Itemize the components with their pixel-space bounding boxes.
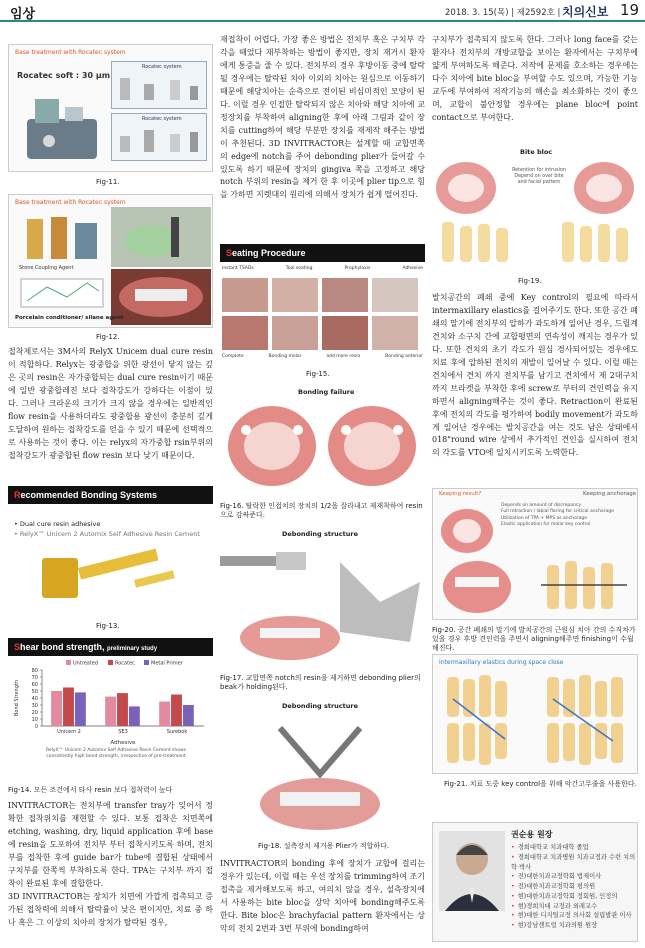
banner-text: hear bond strength, [20, 642, 105, 652]
body-paragraph: 발치공간의 폐쇄 중에 Key control의 필요에 따라서 intermaxillary elastics를 걸어주기도 한다. 또한 공간 폐쇄의 말기에 전치부의 압하가 과도하게 일어난 경우, 드릴계 견치와 소구치 간에 교합평면의 연속성이 깨지는 경우가 있다. 또한 견치의 초기 각도가 원심 경사되어있는 경우에도 치료 후에 압하된 전치의 재발이 일어날 수 있다. 이럴 때는 견치에서 견치 까지 전치부를 남기고 견치에서 제 2대구치 까지 브라켓을 부착한 후에 screw로 부터의 견인력을 유지하면서 aligning해주는 것이 좋다. Retraction이 완료된 후에 전치의 각도를 평가하여 bodily movement가 과도하게 일어난 경우에는 발치공간을 여는 것도 남은 상태에서 018"round wire 상에서 추가적인 견인을 실시하여 전치의 각도를 VTO에 일치시키도록 노력한다. [432, 293, 638, 458]
figure-17 [220, 528, 425, 668]
figure-16 [220, 384, 425, 496]
figure-12-caption: Fig-12. [96, 333, 120, 341]
stone-coupling-title: Stone Coupling Agent [19, 265, 74, 271]
figure-head-left: Keeping result? [439, 491, 482, 497]
body-paragraph: 3D INVITRACTOR는 장치가 치면에 가깝게 접촉되고 증가된 접착력에 의해서 탈락률이 낮은 편이지만, 치료 중 하나 혹은 그 이상의 치아의 장치가 탈락된 경우, [8, 892, 213, 927]
credential-item: • 현)대한 디지털교정 의사회 설립발관 이사 [511, 912, 632, 920]
legend-label: Untreated [73, 660, 99, 667]
section-title: 임상 [10, 7, 36, 22]
bite-bloc-note: Retention for intrusion Depend on over bite and facial pattern [512, 168, 566, 186]
figure-title: Bite bloc [520, 148, 553, 156]
section-banner [8, 486, 213, 504]
banner-text: ecommended Bonding Systems [20, 490, 158, 500]
credential-item: • 전)대한치과교정학회 평의원 [511, 883, 596, 890]
figure-title: Bonding failure [298, 388, 355, 396]
step-label: Bonding molar [268, 354, 302, 359]
author-photo [439, 831, 505, 911]
banner-text: eating Procedure [232, 248, 306, 258]
step-label-row-top [222, 266, 423, 271]
anchorage-notes: Depends on amount of discrepancy Full retraction / labial flaring for critical anchorage Utilization of TPA + MPS as anchorage Elastic application for molar key control [501, 503, 614, 527]
x-tick-label: SE3 [118, 729, 128, 735]
body-paragraph: 재접착이 어렵다. 가장 좋은 방법은 전치부 혹은 구치부 각각을 때었다 재부착하는 방법이 좋지만, 장치 재거시 환자에게 통증을 줄 수 있다. 전치부의 경우 후방이동 중에 탈락될 경우에는 탈락된 치아 이외의 치아는 원심으로 이동하기 때문에 해당치아는 순측으로 전이된 비심미적인 모양이 된다. 이럴 경우 인접한 탈락되지 않은 치아와 해당 치아에 교정장치를 부착하여 aligning한 후에 아래 그림과 같이 장치를 cutting하여 해당 부분만 장치를 재제작 해주는 방법이 추천된다. 3D INVITRACTOR는 설계할 때 교합면쪽의 edge에 notch를 주어 debonding plier가 들어갈 수 있도록 하기 때문에 장치의 gingiva 쪽을 고정하고 해당 notch 부위의 resin을 제거 한 후 이곳에 plier tip으로 힘을 가하면 지렛대의 원리에 의해서 장치가 쉽게 떨어진다. [220, 35, 425, 200]
legend-swatch [108, 660, 113, 665]
molar-key-illustration [437, 555, 637, 619]
banner-initial: S [226, 248, 233, 258]
legend-swatch [66, 660, 71, 665]
newspaper-logo: 치의신보 [562, 5, 609, 19]
rocatec-device-image [19, 89, 109, 169]
bar [117, 693, 128, 726]
body-paragraph: 구치부가 접촉되지 않도록 한다. 그러나 long face를 갖는 환자나 전치부의 개방교합을 보이는 환자에서는 구치부에 얇게 부여하도록 해준다. 저작에 문제를 호소하는 경우에는 다수 치아에 bite bloc을 부여할 수도 있으며, 가능한 기능교두에 부여하여 저작기능의 해손을 최소화하는 것이 좋으며, 교합이 불안정할 경우에는 plane bloc에 point contact으로 부여한다. [432, 35, 638, 122]
y-tick-label: 20 [31, 710, 38, 716]
intermaxillary-elastics-illustration [433, 669, 638, 773]
bar [129, 706, 140, 726]
figure-12 [8, 194, 213, 328]
rocatec-box-top [111, 61, 207, 109]
coupling-diagram [17, 273, 107, 311]
y-tick-label: 80 [31, 668, 38, 674]
y-tick-label: 50 [31, 689, 38, 695]
figure-19-caption: Fig-19. [518, 277, 542, 285]
seating-photos [220, 276, 425, 356]
banner-initial: S [14, 642, 21, 652]
credential-item: • 현)대한치과교정학회 정회원, 인정의 [511, 892, 618, 900]
y-axis-label: Bond Strength [14, 679, 20, 717]
figure-18-caption: Fig-18. 설측장치 제거용 Plier가 적합하다. [258, 842, 390, 850]
page-header [0, 0, 645, 22]
bullet-relyx: • RelyX™ Unicem 2 Automix Self Adhesive Resin Cement [14, 530, 200, 538]
x-tick-label: Surebok [166, 729, 188, 735]
y-tick-label: 40 [31, 696, 38, 702]
step-label: Prophylaxis [344, 266, 371, 271]
bar [171, 695, 182, 727]
figure-14 [8, 656, 213, 768]
issue-date: 2018. 3. 15(목) | 제2592호 | [445, 8, 561, 18]
figure-18 [220, 700, 425, 838]
bar [159, 702, 170, 727]
x-tick-label: Unicem 2 [57, 729, 81, 735]
bar [63, 688, 74, 727]
syringe-product-image [34, 540, 184, 610]
author-profile [432, 822, 638, 942]
rocatec-box-bottom [111, 113, 207, 161]
porcelain-label: Porcelain conditioner/ silane agent [15, 315, 124, 321]
credential-item: • 현)경희치대 교정과 외래교수 [511, 902, 598, 910]
legend-label: Metal Primer [151, 660, 183, 667]
bar [75, 692, 86, 726]
body-paragraph: INVITRACTOR의 bonding 후에 장치가 교합에 걸리는 경우가 있는데, 이럴 때는 우선 장치를 trimming하여 조기접촉을 제거해보도록 하고, 여의치 않을 경우, 설측장치에서 사용하는 bite bloc을 상악 치아에 bonding해주도록 한다. Bite bloc은 brachyfacial pattern 환자에서는 상악의 전치 2번과 3번 부위에 bonding하여 [220, 859, 425, 933]
debonding-plier-image [220, 542, 425, 668]
figure-head-right: Keeping anchorage [583, 491, 637, 497]
figure-heading: Base treatment with Rocatec system [15, 49, 126, 56]
figure-20 [432, 488, 638, 620]
rocatec-system-label: Rocatec system [142, 116, 182, 122]
y-tick-label: 30 [31, 703, 38, 709]
banner-small: preliminary study [107, 646, 158, 652]
credential-item: • 경희대학교 치과대학 졸업 [511, 844, 589, 851]
step-label: Adhesive [402, 266, 423, 271]
figure-11-caption: Fig-11. [96, 178, 120, 186]
bar [105, 697, 116, 726]
step-label-row-bottom [222, 354, 423, 359]
y-tick-label: 0 [34, 724, 38, 730]
figure-heading: Base treatment with Rocatec system [15, 199, 126, 206]
figure-15 [220, 264, 425, 364]
silane-bottles-image [17, 209, 107, 265]
step-label: Bonding anterior [385, 354, 423, 359]
bar [183, 705, 194, 726]
legend-swatch [144, 660, 149, 665]
step-label: Instant TSADs [222, 266, 254, 271]
y-tick-label: 70 [31, 675, 38, 681]
lingual-plier-image [220, 714, 425, 838]
author-credentials [511, 843, 637, 931]
arch-model-image [437, 505, 497, 555]
chart-footnote: RelyX™ Unicem 2 Automix Self Adhesive Resin Cement shows consistently high bond strength, irrespective of pre-treatment [45, 748, 187, 759]
body-paragraph: 접착제로서는 3M사의 RelyX Unicem dual cure resin이 적합하다. Relyx는 광중합을 위한 광선이 닿지 않는 깊은 곳의 resin은 자가중합되는 dual cure resin이기 때문에 일반 광중합레진 보다 접착강도가 강하다는 이점이 있다. 그러나 크라운의 크기가 크지 않을 경우에는 일반적인 flow resin을 사용하더라도 광중합용 광선이 충분히 깊게 도달하여 원하는 접착강도를 얻을 수 있기 때문에 선택적으로 사용하는 것이 좋다. 이는 relyx의 자가중합 rsin부위의 접착강도가 광중합된 flow resin 보다 낮기 때문이다. [8, 347, 213, 460]
figure-17-caption: Fig-17. 교합면쪽 notch의 resin을 제거하면 debonding plier의 beak가 holding된다. [220, 674, 421, 692]
bonding-failure-models [220, 400, 425, 496]
banner-initial: R [14, 490, 21, 500]
figure-13 [8, 506, 213, 616]
figure-21 [432, 654, 638, 774]
x-axis-label: Adhesive [110, 740, 136, 746]
rocatec-system-label: Rocatec system [142, 64, 182, 70]
figure-13-caption: Fig-13. [96, 622, 120, 630]
figure-11 [8, 44, 213, 172]
credential-item: • 경희대학교 치과병원 치과교정과 수련 치의학 박사 [511, 853, 636, 871]
figure-19 [432, 148, 638, 276]
y-tick-label: 10 [31, 717, 38, 723]
clinical-photo-mouth [111, 269, 211, 325]
figure-14-caption: Fig-14. 모든 조건에서 타사 resin 보다 접착력이 높다 [8, 786, 173, 794]
figure-title: Debonding structure [282, 702, 358, 710]
figure-title: Debonding structure [282, 530, 358, 538]
legend-label: Rocatec [115, 660, 135, 667]
section-banner [8, 638, 213, 656]
bullet-dual-cure: • Dual cure resin adhesive [14, 520, 101, 528]
credential-item: • 전)대한치과교정학회 법제이사 [511, 873, 602, 881]
step-label: add more resin [326, 354, 361, 359]
figure-16-caption: Fig-16. 탈락한 인접치의 장치의 1/2을 잘라내고 재재착하여 resin으로 감싸준다. [220, 502, 423, 520]
step-label: Complete [222, 354, 244, 359]
bar [51, 691, 62, 726]
bond-strength-chart [8, 656, 213, 748]
figure-21-caption: Fig-21. 치료 도중 key control을 위해 악간고무줄을 사용한다. [444, 780, 637, 788]
clinical-photo-hands [111, 207, 211, 267]
page-number: 19 [620, 1, 640, 19]
rocatec-label: Rocatec soft : 30 μm [17, 71, 111, 80]
figure-15-caption: Fig-15. [306, 370, 330, 378]
credential-item: • 현)강남센트럴 치과의원 원장 [511, 922, 598, 929]
body-paragraph: INVITRACTOR는 전치부에 transfer tray가 잊어서 정확한 접착위치를 재현할 수 있다. 보통 접착은 치면쪽에 etching, washing, dry, liquid application 후에 base에 resin을 도포하여 전치부 부터 접착시키도록 하며, 전치부를 접착한 후에 guide bar가 tube에 결합된 상태에서 구치부를 한쪽씩 부착하도록 한다. TPA는 구치부 까지 접착이 완료된 후에 결합한다. [8, 801, 213, 888]
section-banner [220, 244, 425, 262]
y-tick-label: 60 [31, 682, 38, 688]
bite-bloc-illustration [432, 156, 638, 276]
step-label: Tool seating [285, 266, 313, 271]
author-name: 권순용 원장 [511, 830, 553, 839]
figure-20-caption: Fig-20. 공간 폐쇄의 말기에 발치공간의 근원심 치아 간의 수직차가 있을 경우 후방 견인력을 주면서 aligning해주면 finishing이 수월해진다. [432, 626, 636, 653]
figure-heading: Intermaxillary elastics during space close [439, 659, 564, 666]
